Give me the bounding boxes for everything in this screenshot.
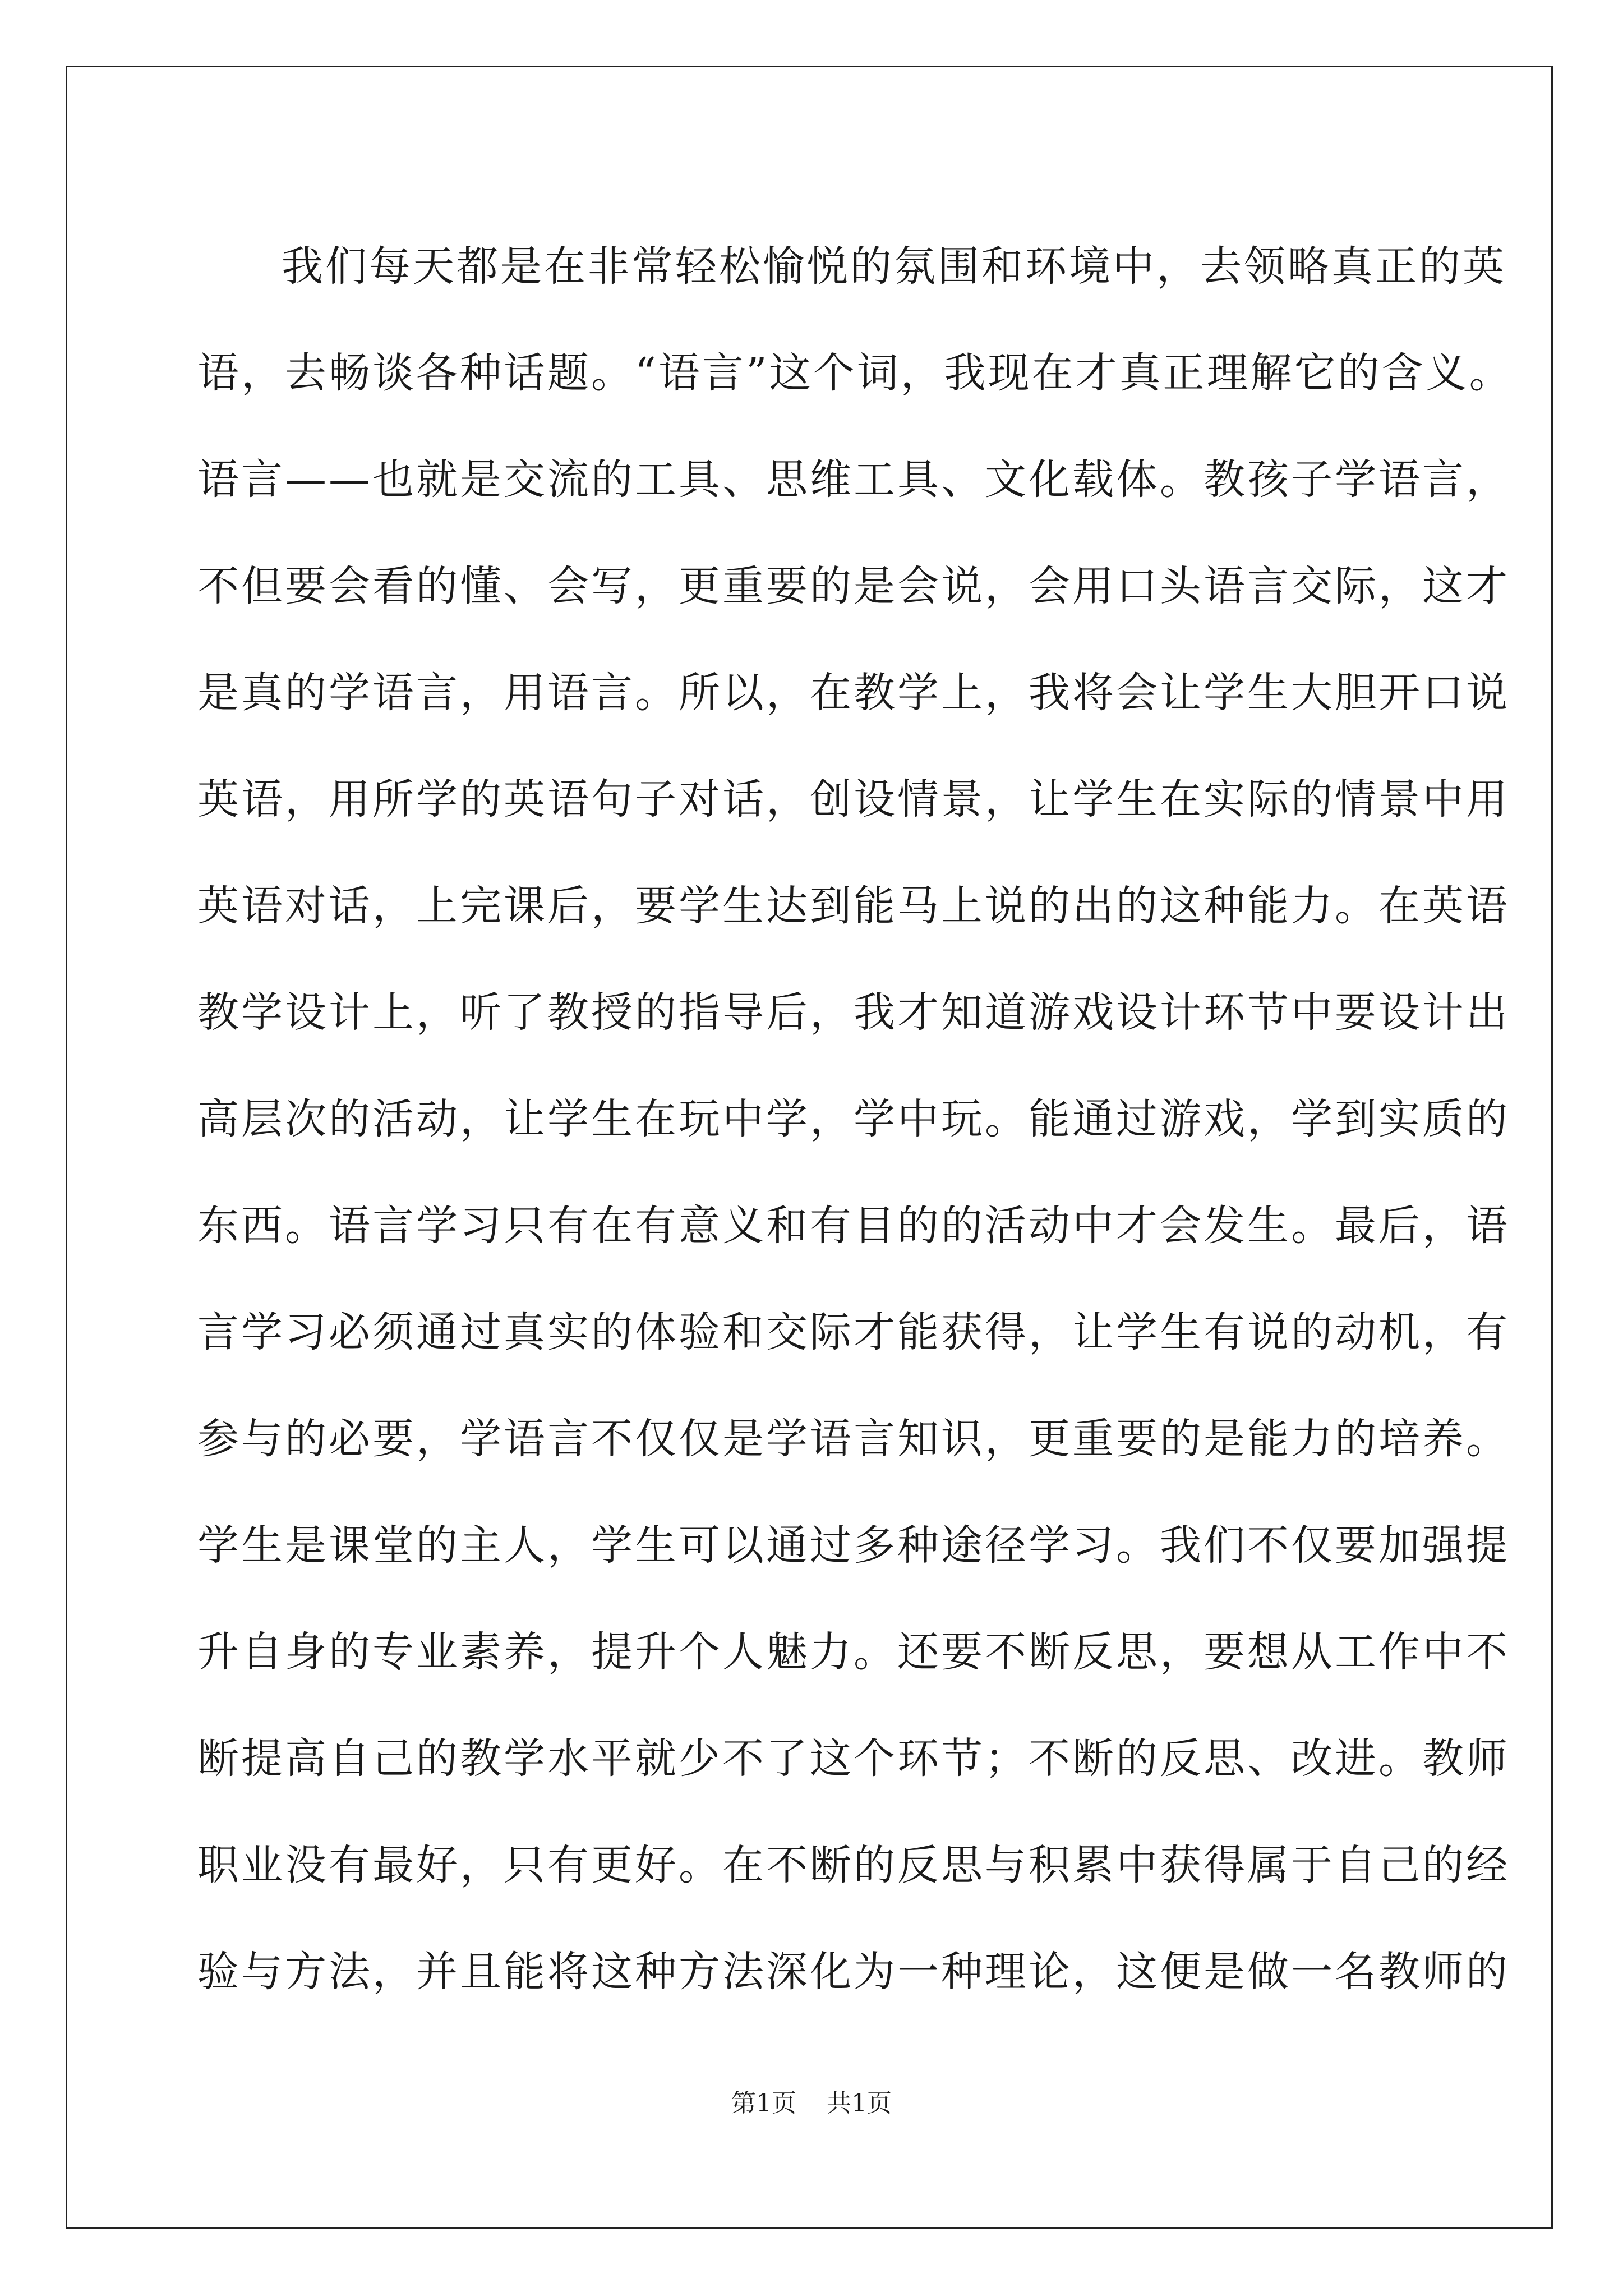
text-line: 参与的必要，学语言不仅仅是学语言知识，更重要的是能力的培养。 xyxy=(197,1415,1510,1463)
text-line: 职业没有最好，只有更好。在不断的反思与积累中获得属于自己的经 xyxy=(197,1841,1510,1889)
page-footer xyxy=(0,2087,1623,2120)
text-line: 英语，用所学的英语句子对话，创设情景，让学生在实际的情景中用 xyxy=(197,775,1510,823)
body-paragraph xyxy=(197,213,1513,2025)
text-line: 高层次的活动，让学生在玩中学，学中玩。能通过游戏，学到实质的 xyxy=(197,1095,1510,1143)
text-line: 教学设计上，听了教授的指导后，我才知道游戏设计环节中要设计出 xyxy=(197,988,1510,1037)
page-total: 共1页 xyxy=(827,2089,892,2118)
text-line: 升自身的专业素养，提升个人魅力。还要不断反思，要想从工作中不 xyxy=(197,1628,1510,1676)
text-line: 英语对话，上完课后，要学生达到能马上说的出的这种能力。在英语 xyxy=(197,882,1510,930)
text-line: 不但要会看的懂、会写，更重要的是会说，会用口头语言交际，这才 xyxy=(197,562,1510,610)
text-line: 断提高自己的教学水平就少不了这个环节；不断的反思、改进。教师 xyxy=(197,1734,1510,1783)
text-line: 我们每天都是在非常轻松愉悦的氛围和环境中，去领略真正的英 xyxy=(282,242,1506,291)
page-number: 第1页 xyxy=(731,2089,796,2118)
text-line: 验与方法，并且能将这种方法深化为一种理论，这便是做一名教师的 xyxy=(197,1948,1510,1996)
text-line: 语言——也就是交流的工具、思维工具、文化载体。教孩子学语言， xyxy=(197,455,1510,504)
text-line: 学生是课堂的主人，学生可以通过多种途径学习。我们不仅要加强提 xyxy=(197,1521,1510,1570)
text-line: 是真的学语言，用语言。所以，在教学上，我将会让学生大胆开口说 xyxy=(197,669,1510,717)
text-line: 东西。语言学习只有在有意义和有目的的活动中才会发生。最后，语 xyxy=(197,1202,1510,1250)
text-line: 言学习必须通过真实的体验和交际才能获得，让学生有说的动机，有 xyxy=(197,1308,1510,1356)
text-line: 语，去畅谈各种话题。“语言”这个词，我现在才真正理解它的含义。 xyxy=(197,349,1513,397)
